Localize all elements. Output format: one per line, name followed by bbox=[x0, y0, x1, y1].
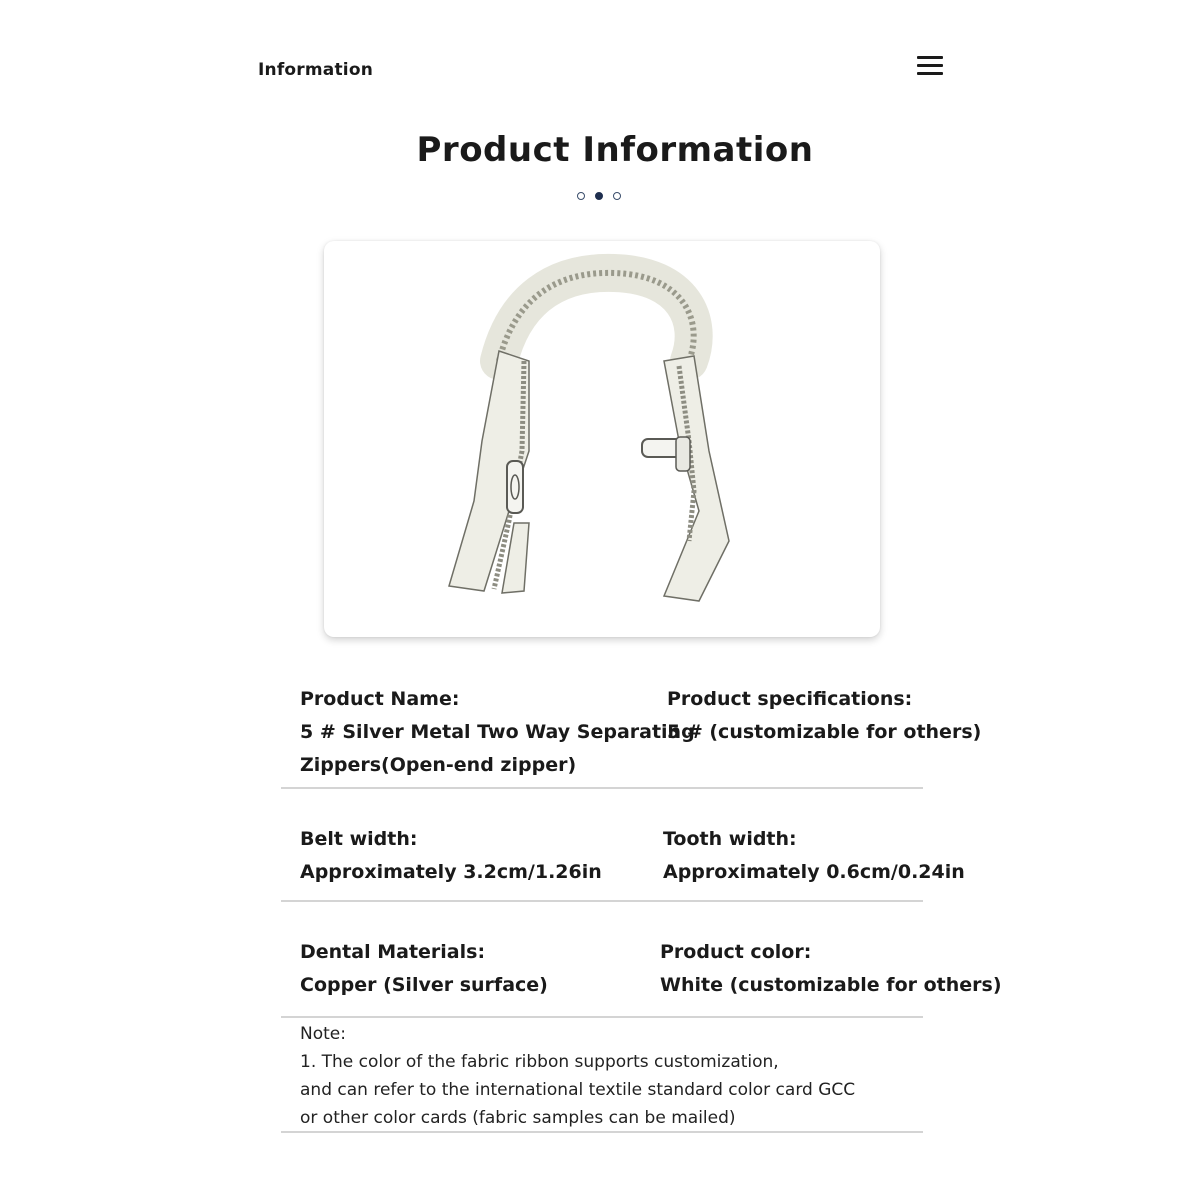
belt-width-block bbox=[300, 823, 602, 889]
divider bbox=[281, 787, 923, 789]
belt-width-value: Approximately 3.2cm/1.26in bbox=[300, 861, 602, 883]
divider bbox=[281, 900, 923, 902]
product-spec-label: Product specifications: bbox=[667, 688, 913, 710]
divider bbox=[281, 1016, 923, 1018]
product-color-block bbox=[660, 936, 1002, 1002]
dental-materials-value: Copper (Silver surface) bbox=[300, 974, 548, 996]
tooth-width-label: Tooth width: bbox=[663, 828, 797, 850]
product-image-card bbox=[324, 241, 880, 637]
note-line2: and can refer to the international textile standard color card GCC bbox=[300, 1080, 856, 1100]
hamburger-menu-icon[interactable] bbox=[917, 56, 943, 78]
carousel-dot[interactable] bbox=[613, 192, 621, 200]
carousel-dot-active[interactable] bbox=[595, 192, 603, 200]
page-title: Product Information bbox=[416, 130, 814, 170]
product-spec-block bbox=[667, 683, 981, 749]
dental-materials-block bbox=[300, 936, 548, 1002]
tooth-width-block bbox=[663, 823, 965, 889]
product-spec-value: 5 # (customizable for others) bbox=[667, 721, 982, 743]
product-color-label: Product color: bbox=[660, 941, 812, 963]
product-name-block bbox=[300, 683, 695, 782]
product-color-value: White (customizable for others) bbox=[660, 974, 1002, 996]
zipper-product-image bbox=[324, 241, 880, 637]
belt-width-label: Belt width: bbox=[300, 828, 418, 850]
note-line3: or other color cards (fabric samples can be mailed) bbox=[300, 1108, 736, 1128]
divider bbox=[281, 1131, 923, 1133]
carousel-dot[interactable] bbox=[577, 192, 585, 200]
note-label: Note: bbox=[300, 1024, 346, 1044]
product-name-line2: Zippers(Open-end zipper) bbox=[300, 754, 577, 776]
note-line1: 1. The color of the fabric ribbon supports customization, bbox=[300, 1052, 779, 1072]
product-name-label: Product Name: bbox=[300, 688, 460, 710]
note-block bbox=[300, 1020, 855, 1132]
carousel-indicator bbox=[577, 192, 621, 200]
product-name-line1: 5 # Silver Metal Two Way Separating bbox=[300, 721, 695, 743]
dental-materials-label: Dental Materials: bbox=[300, 941, 486, 963]
tooth-width-value: Approximately 0.6cm/0.24in bbox=[663, 861, 965, 883]
header-label: Information bbox=[258, 60, 374, 80]
